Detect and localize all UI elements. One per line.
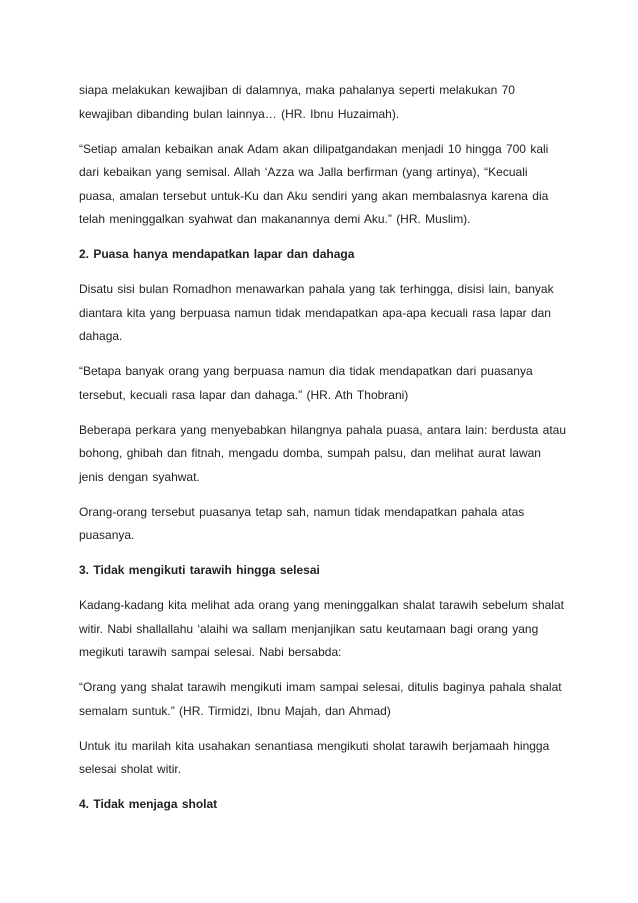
paragraph: siapa melakukan kewajiban di dalamnya, maka pahalanya seperti melakukan 70 kewajiban dibanding bulan lainnya… (HR. Ibnu Huzaimah). (79, 83, 515, 121)
paragraph: “Setiap amalan kebaikan anak Adam akan dilipatgandakan menjadi 10 hingga 700 kali dari kebaikan yang semisal. Allah ‘Azza wa Jalla berfirman (yang artinya), “Kecuali puasa, amalan tersebut untuk-Ku dan Aku sendiri yang akan membalasnya karena dia telah meninggalkan syahwat dan makanannya demi Aku.” (HR. Muslim). (79, 141, 549, 226)
paragraph: Orang-orang tersebut puasanya tetap sah, namun tidak mendapatkan pahala atas puasanya. (79, 504, 525, 542)
paragraph: Disatu sisi bulan Romadhon menawarkan pahala yang tak terhingga, disisi lain, banyak diantara kita yang berpuasa namun tidak mendapatkan apa-apa kecuali rasa lapar dan dahaga. (79, 282, 554, 343)
paragraph: Kadang-kadang kita melihat ada orang yang meninggalkan shalat tarawih sebelum shalat witir. Nabi shallallahu ‘alaihi wa sallam menjanjikan satu keutamaan bagi orang yang megikuti tarawih sampai selesai. Nabi bersabda: (79, 598, 564, 659)
section-heading: 4. Tidak menjaga sholat (79, 797, 218, 811)
paragraph: Beberapa perkara yang menyebabkan hilangnya pahala puasa, antara lain: berdusta atau bohong, ghibah dan fitnah, mengadu domba, sumpah palsu, dan melihat aurat lawan jenis dengan syahwat. (79, 422, 567, 484)
document-body (79, 79, 567, 828)
section-heading: 3. Tidak mengikuti tarawih hingga selesai (79, 563, 320, 577)
paragraph: “Orang yang shalat tarawih mengikuti imam sampai selesai, ditulis baginya pahala shalat semalam suntuk.” (HR. Tirmidzi, Ibnu Majah, dan Ahmad) (79, 680, 562, 718)
paragraph: “Betapa banyak orang yang berpuasa namun dia tidak mendapatkan dari puasanya tersebut, kecuali rasa lapar dan dahaga.” (HR. Ath Thobrani) (79, 364, 533, 402)
section-heading: 2. Puasa hanya mendapatkan lapar dan dahaga (79, 247, 355, 261)
paragraph: Untuk itu marilah kita usahakan senantiasa mengikuti sholat tarawih berjamaah hingga selesai sholat witir. (79, 738, 550, 776)
